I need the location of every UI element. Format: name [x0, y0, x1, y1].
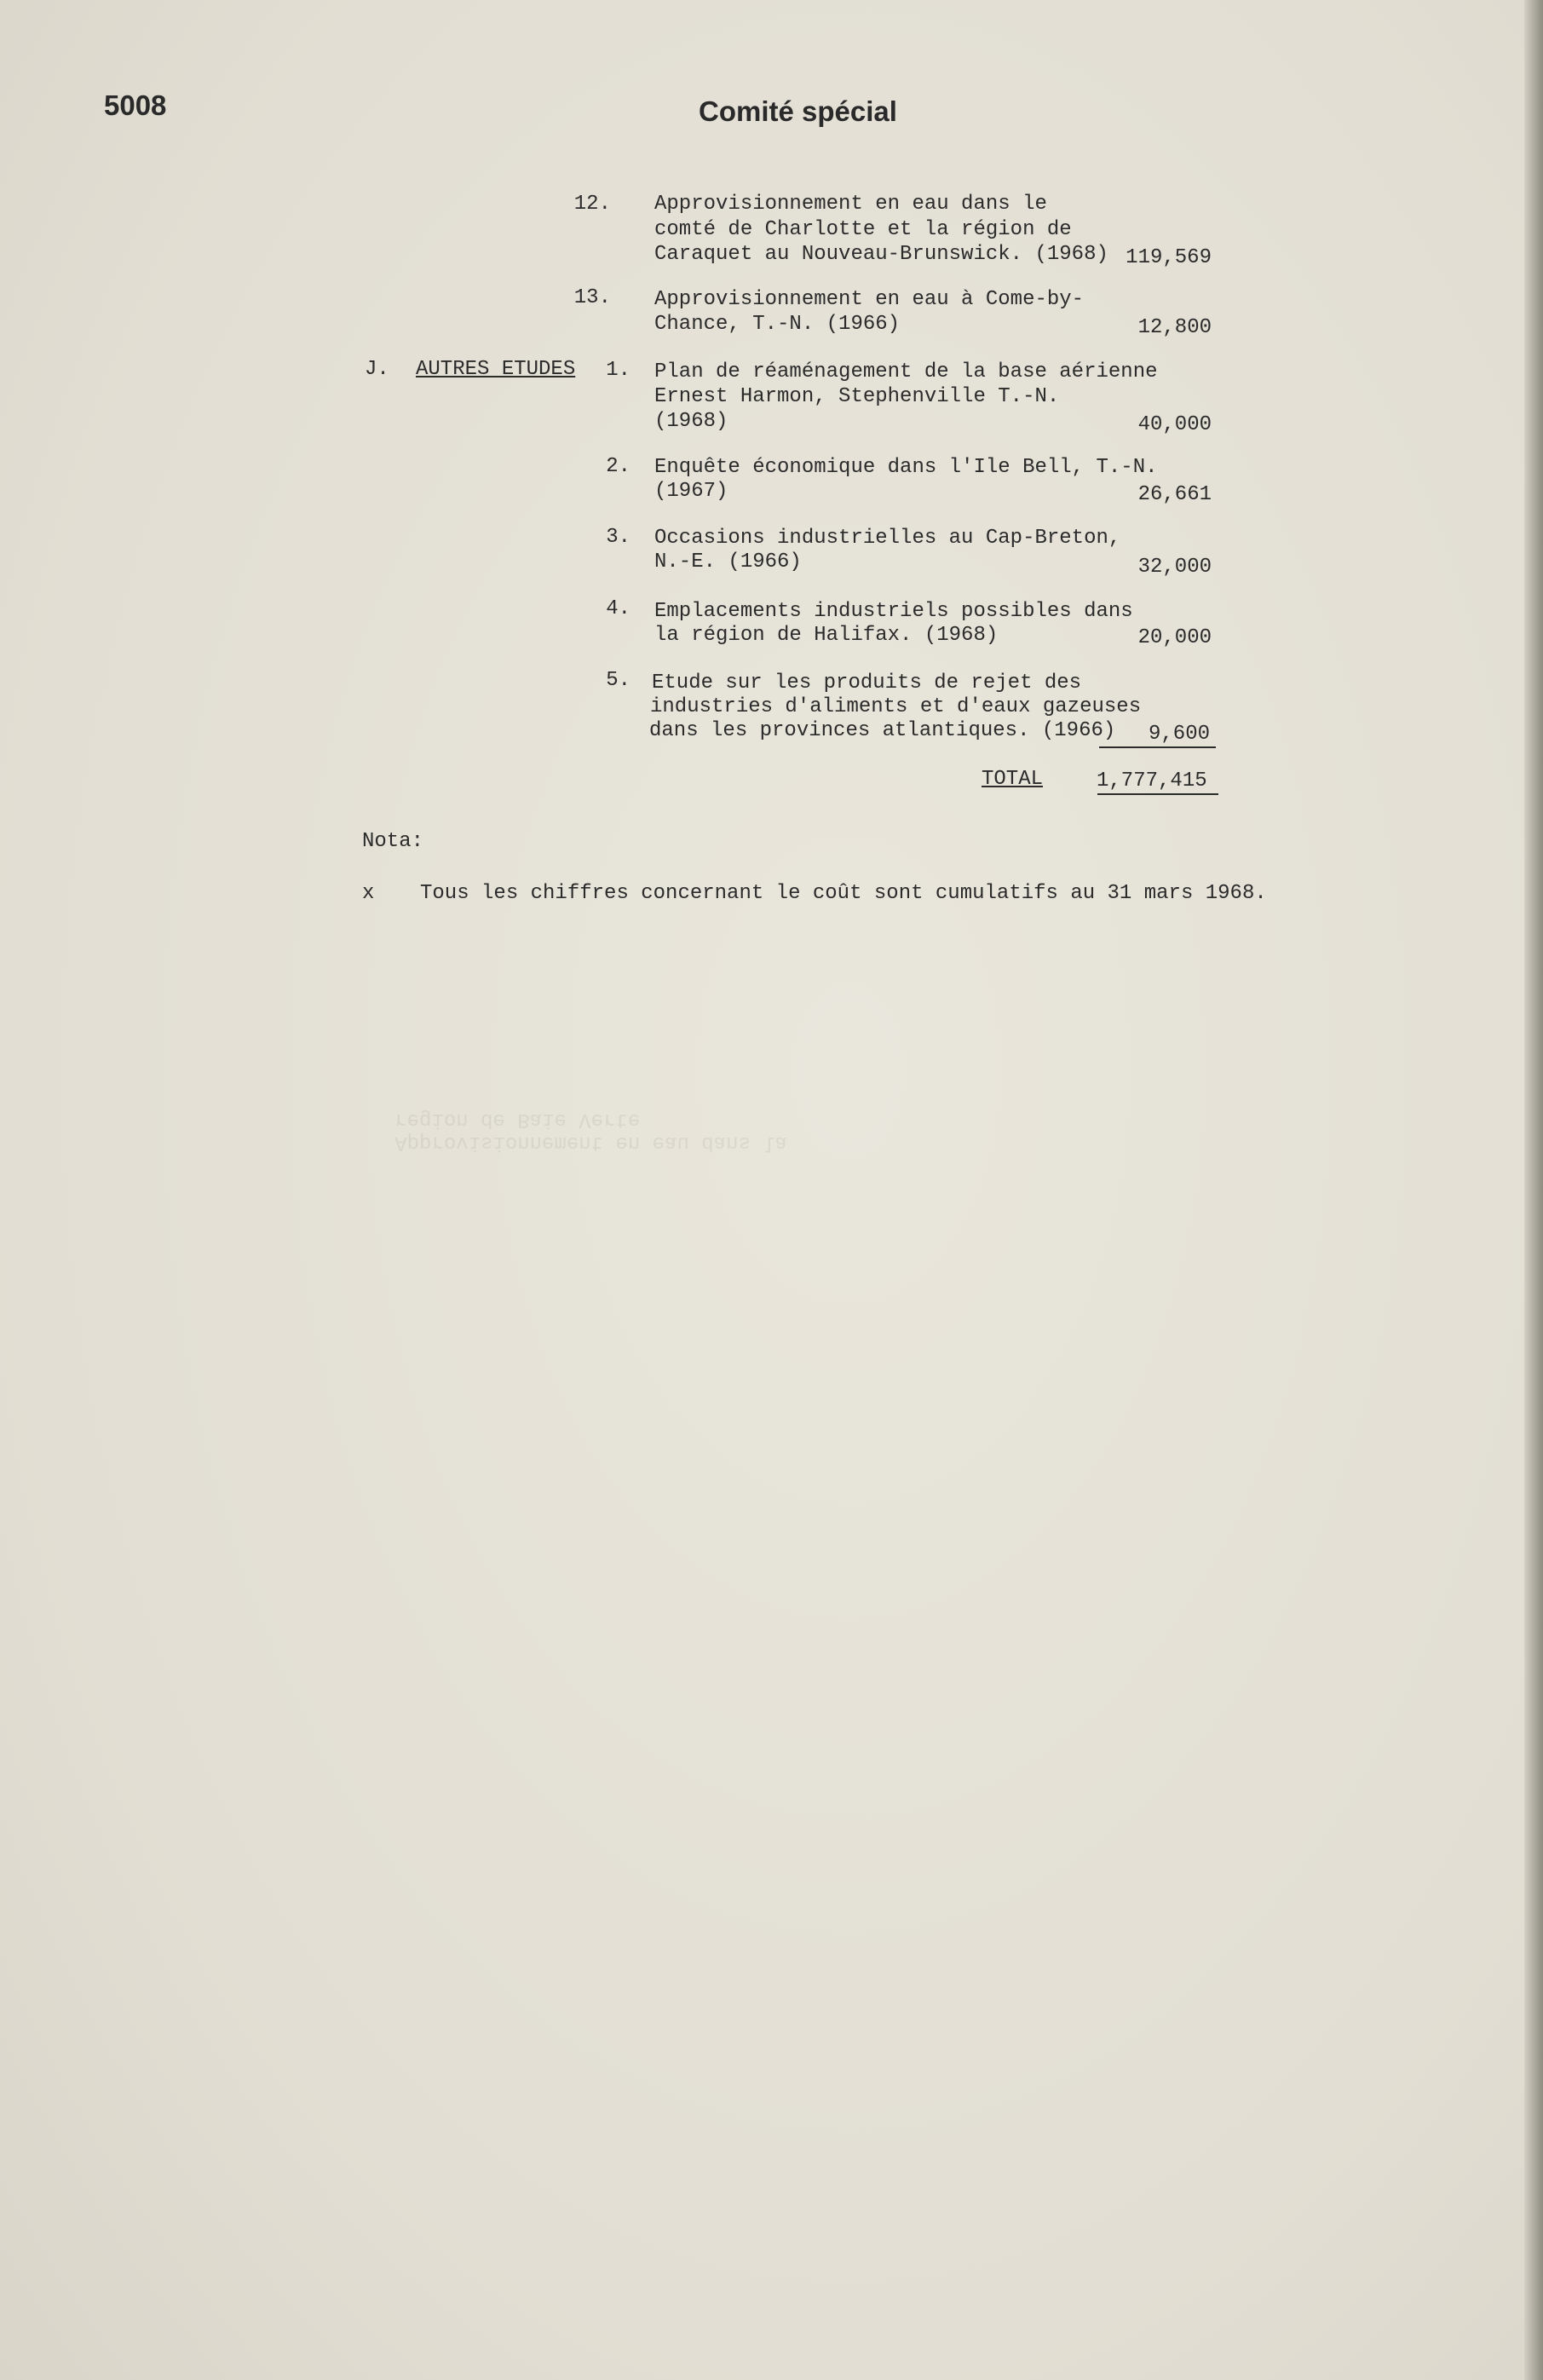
item-description-line: N.-E. (1966)	[654, 550, 802, 573]
total-rule	[1097, 793, 1218, 795]
item-cost: 40,000	[1137, 413, 1212, 436]
item-description-line: la région de Halifax. (1968)	[654, 624, 999, 647]
binding-edge	[1524, 0, 1543, 2380]
total-value: 1,777,415	[1097, 769, 1207, 792]
item-cost: 32,000	[1137, 556, 1212, 579]
item-description-line: Enquête économique dans l'Ile Bell, T.-N.	[654, 456, 1158, 479]
item-number: 3.	[606, 526, 630, 549]
total-label: TOTAL	[982, 768, 1044, 791]
item-cost: 119,569	[1126, 246, 1212, 269]
item-number: 12.	[573, 193, 611, 216]
subtotal-rule	[1099, 746, 1216, 748]
item-number: 4.	[606, 597, 630, 620]
page-number: 5008	[104, 89, 167, 121]
item-description-line: (1968)	[654, 410, 728, 433]
item-cost: 26,661	[1137, 483, 1212, 506]
item-cost: 12,800	[1137, 316, 1212, 339]
bleed-through: Approvisionnement en eau dans la region de Baie Verte	[394, 1108, 788, 1154]
item-description-line: Etude sur les produits de rejet des	[652, 671, 1082, 694]
item-number: 1.	[606, 359, 630, 382]
item-description-line: Approvisionnement en eau à Come-by-	[654, 288, 1085, 311]
item-description-line: Caraquet au Nouveau-Brunswick. (1968)	[654, 243, 1108, 266]
footnote-marker: x	[362, 882, 375, 905]
item-description-line: Approvisionnement en eau dans le	[654, 193, 1047, 216]
section-j-letter: J.	[365, 358, 389, 381]
item-cost: 20,000	[1137, 626, 1212, 649]
notes-heading: Nota:	[362, 830, 424, 853]
item-description-line: Occasions industrielles au Cap-Breton,	[654, 527, 1121, 550]
section-j-heading: AUTRES ETUDES	[416, 358, 576, 381]
item-description-line: Ernest Harmon, Stephenville T.-N.	[654, 385, 1060, 408]
item-description-line: Emplacements industriels possibles dans	[654, 600, 1133, 623]
running-title: Comité spécial	[699, 95, 897, 127]
item-description-line: Plan de réaménagement de la base aérienne	[654, 360, 1158, 383]
footnote-text: Tous les chiffres concernant le coût sont cumulatifs au 31 mars 1968.	[420, 882, 1267, 905]
item-description-line: (1967)	[654, 480, 728, 503]
item-description-line: comté de Charlotte et la région de	[654, 218, 1072, 241]
item-description-line: Chance, T.-N. (1966)	[654, 313, 901, 336]
item-number: 5.	[606, 669, 630, 692]
item-description-line: industries d'aliments et d'eaux gazeuses	[650, 695, 1142, 718]
item-number: 2.	[606, 455, 630, 478]
item-description-line: dans les provinces atlantiques. (1966)	[649, 719, 1116, 742]
item-cost: 9,600	[1148, 723, 1210, 746]
item-number: 13.	[573, 286, 611, 309]
